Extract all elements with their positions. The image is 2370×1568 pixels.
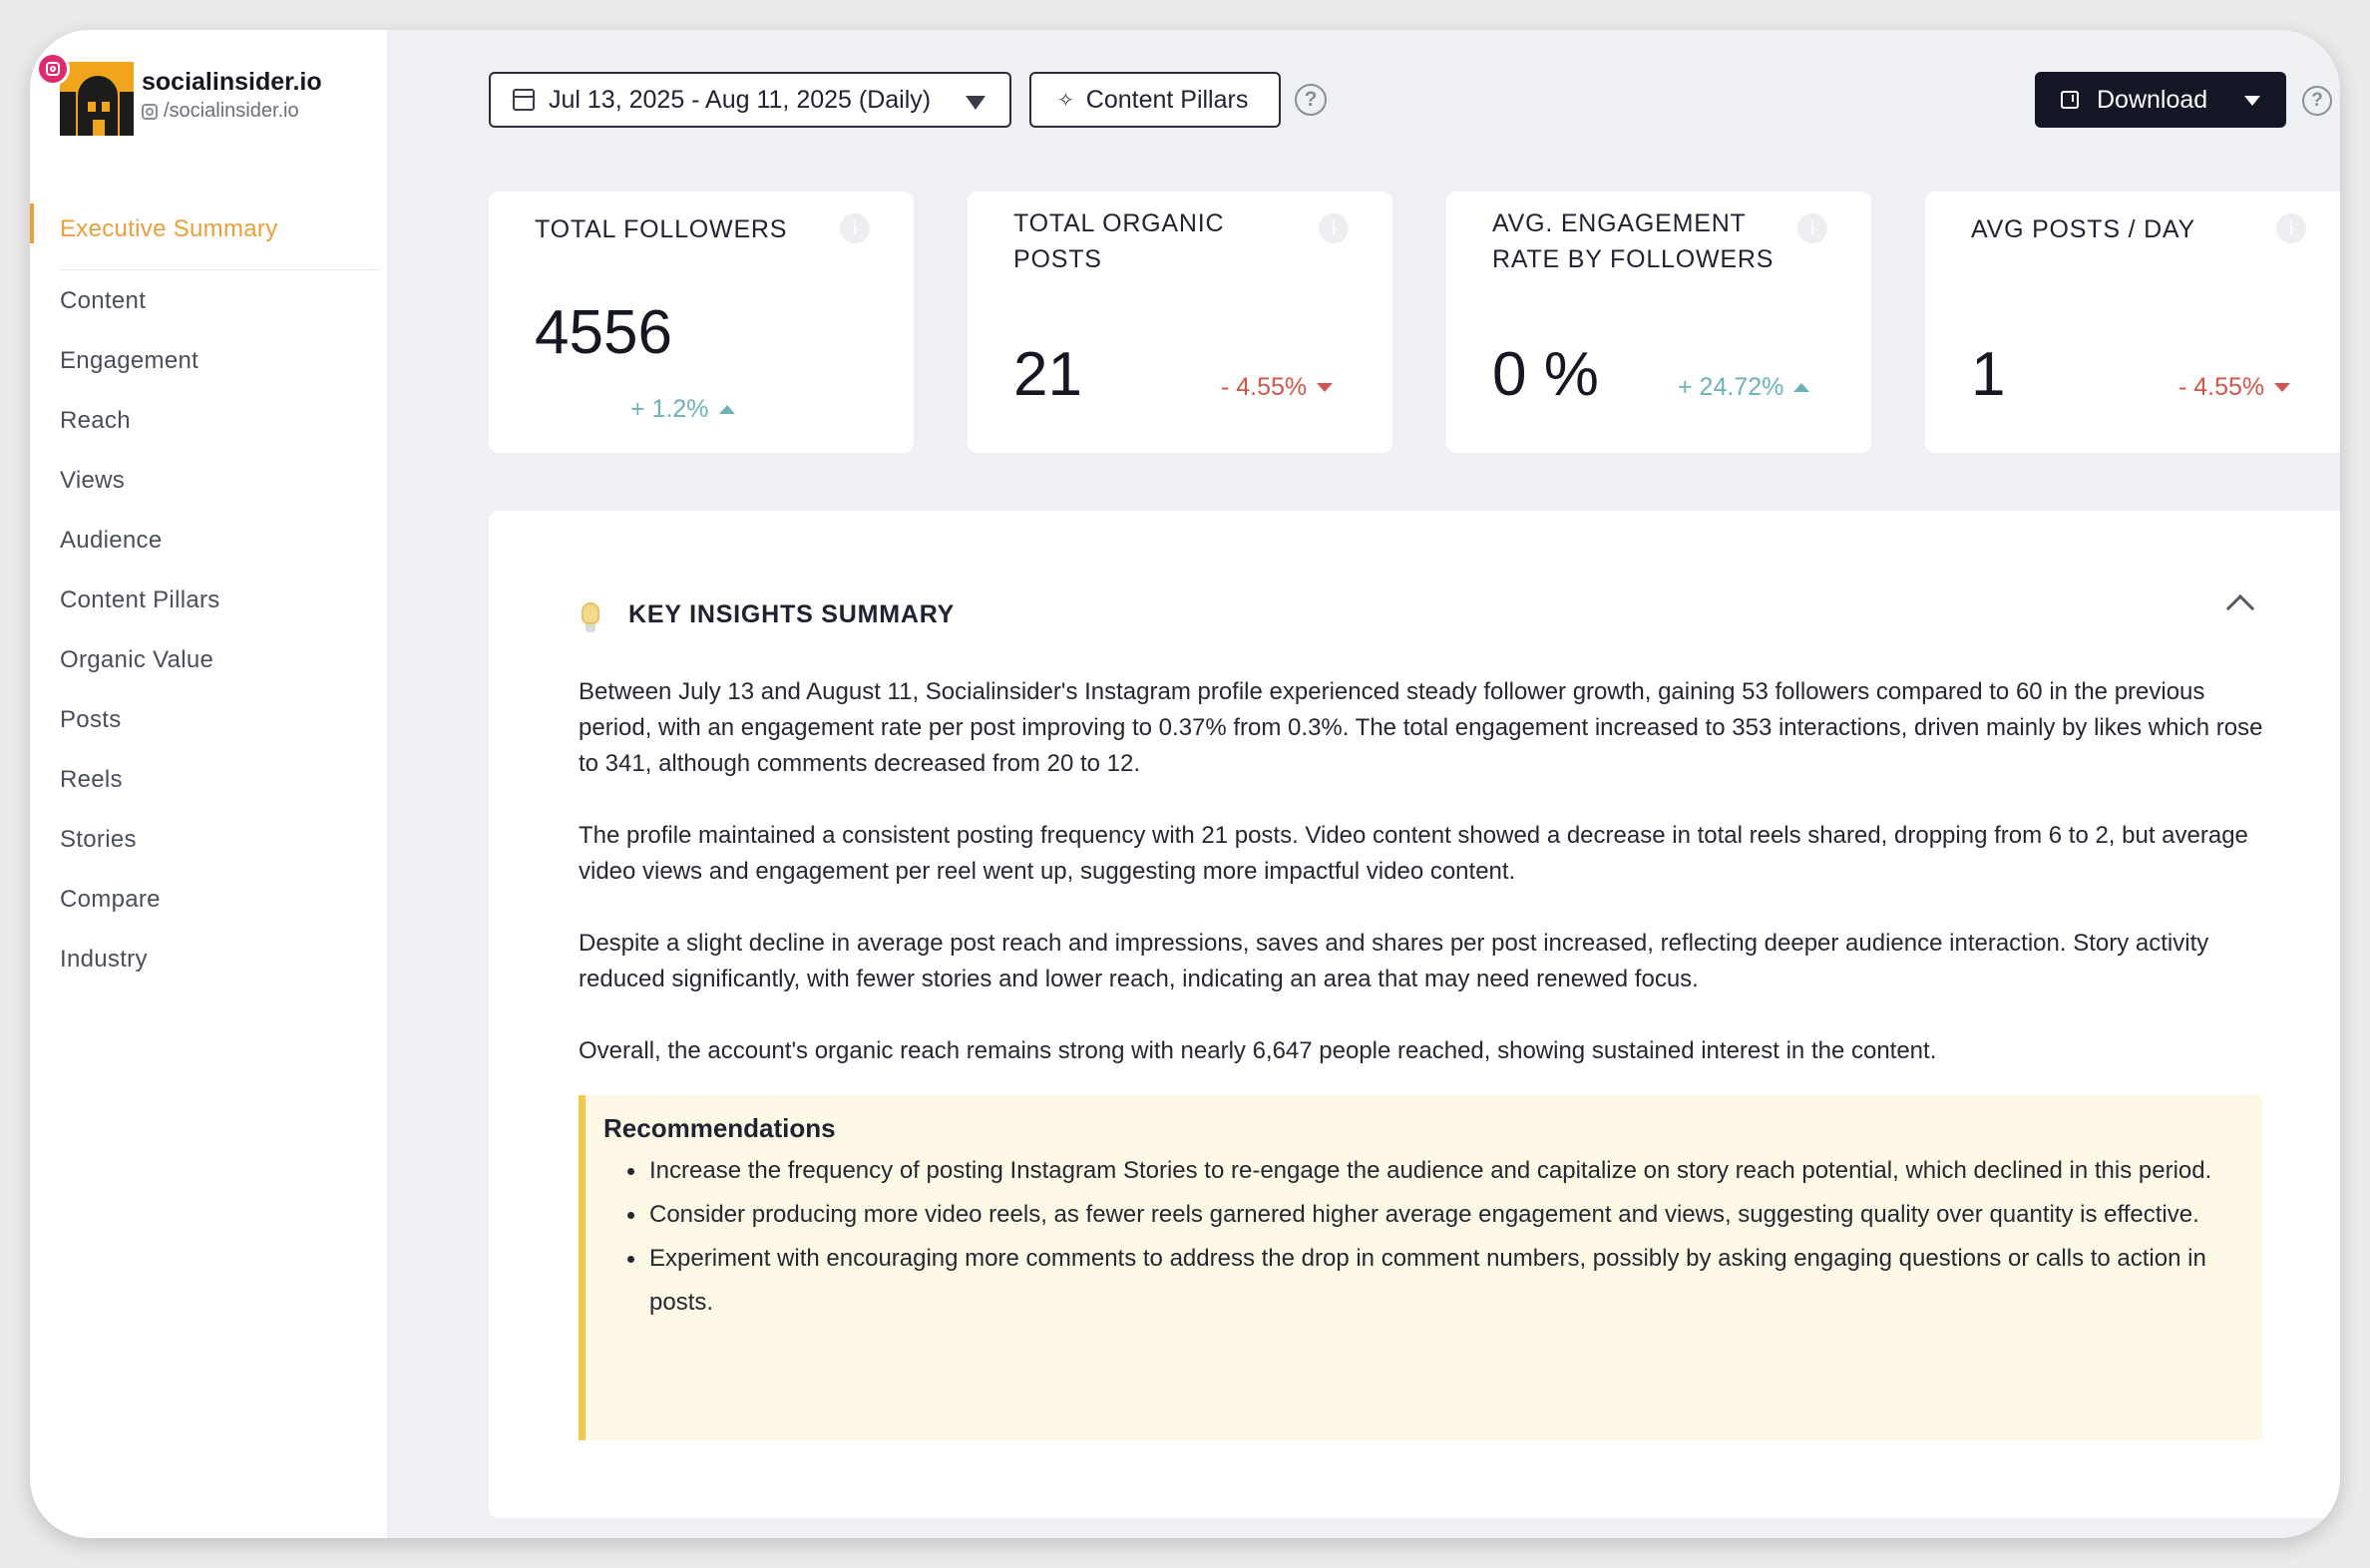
metric-card-total-organic-posts — [968, 192, 1392, 453]
card-change — [630, 395, 735, 424]
metric-card-avg-engagement-rate — [1446, 192, 1871, 453]
recommendation-item: Experiment with encouraging more comments to address the drop in comment numbers, possibly by asking engaging questions or calls to action in posts. — [627, 1237, 2243, 1325]
instagram-small-icon — [142, 104, 158, 120]
profile-handle — [142, 100, 299, 123]
nav-item-organic-value[interactable]: Organic Value — [60, 646, 214, 673]
card-title: TOTAL ORGANIC POSTS — [1013, 209, 1225, 273]
content-pillars-button[interactable] — [1029, 72, 1281, 128]
recommendations-list — [627, 1149, 2243, 1325]
metric-card-avg-posts-per-day — [1925, 192, 2340, 453]
recommendations-box — [579, 1095, 2262, 1440]
nav-item-engagement[interactable]: Engagement — [60, 347, 199, 374]
card-change — [1678, 373, 1809, 402]
chevron-down-icon — [966, 96, 986, 110]
nav-item-reels[interactable]: Reels — [60, 766, 123, 793]
download-label: Download — [2097, 85, 2208, 114]
help-icon[interactable]: ? — [1295, 84, 1327, 116]
card-value: 1 — [1971, 340, 2006, 409]
nav-item-posts[interactable]: Posts — [60, 706, 122, 733]
nav-item-industry[interactable]: Industry — [60, 946, 148, 973]
profile-name: socialinsider.io — [142, 68, 322, 96]
sidebar — [30, 30, 387, 1538]
insight-paragraph: Despite a slight decline in average post reach and impressions, saves and shares per post increased, reflecting deeper audience interaction. Story activity reduced significantly, with fewer stories and lower reach, indicating an area that may need renewed focus. — [579, 930, 2209, 992]
card-change — [2178, 373, 2290, 402]
key-insights-panel — [489, 511, 2340, 1518]
card-change-text: - 4.55% — [1221, 373, 1308, 401]
arrow-up-icon — [719, 405, 735, 414]
arrow-up-icon — [1793, 383, 1809, 392]
insights-title: KEY INSIGHTS SUMMARY — [628, 600, 956, 628]
card-change-text: + 1.2% — [630, 395, 709, 423]
download-button[interactable] — [2035, 72, 2286, 128]
chevron-up-icon[interactable] — [2226, 594, 2254, 622]
card-change-text: + 24.72% — [1678, 373, 1784, 401]
card-change-text: - 4.55% — [2178, 373, 2265, 401]
app-window — [30, 30, 2340, 1538]
recommendation-item: Consider producing more video reels, as fewer reels garnered higher average engagement and views, suggesting quality over quantity is effective. — [627, 1193, 2243, 1237]
nav-item-compare[interactable]: Compare — [60, 886, 161, 913]
info-icon[interactable]: i — [2276, 213, 2306, 243]
card-change — [1221, 373, 1333, 402]
card-value: 4556 — [535, 298, 672, 367]
recommendation-item: Increase the frequency of posting Instagram Stories to re-engage the audience and capitalize on story reach potential, which declined in this period. — [627, 1149, 2243, 1193]
sparkle-icon: ✧ — [1057, 89, 1074, 112]
nav-item-stories[interactable]: Stories — [60, 826, 137, 853]
insight-paragraph: The profile maintained a consistent posting frequency with 21 posts. Video content showed a decrease in total reels shared, dropping from 6 to 2, but average video views and engagement per reel went up, suggesting more impactful video content. — [579, 822, 2248, 885]
insight-paragraph: Overall, the account's organic reach remains strong with nearly 6,647 people reached, showing sustained interest in the content. — [579, 1037, 1937, 1064]
date-range-picker[interactable] — [489, 72, 1011, 128]
profile-handle-text: /socialinsider.io — [164, 100, 299, 122]
info-icon[interactable]: i — [840, 213, 870, 243]
arrow-down-icon — [2274, 383, 2290, 392]
arrow-down-icon — [1317, 383, 1333, 392]
card-title: AVG. ENGAGEMENT RATE BY FOLLOWERS — [1492, 209, 1775, 273]
card-title: AVG POSTS / DAY — [1971, 215, 2196, 243]
nav-item-reach[interactable]: Reach — [60, 407, 131, 434]
nav-item-executive-summary[interactable]: Executive Summary — [60, 215, 278, 242]
card-value: 21 — [1013, 340, 1082, 409]
instagram-icon — [36, 52, 70, 86]
insight-paragraph: Between July 13 and August 11, Socialinsider's Instagram profile experienced steady follower growth, gaining 53 followers compared to 60 in the previous period, with an engagement rate per post improving to 0.37% from 0.3%. The total engagement increased to 353 interactions, driven mainly by likes which rose to 341, although comments decreased from 20 to 12. — [579, 678, 2263, 777]
metric-card-total-followers — [489, 192, 914, 453]
download-dropdown-caret-icon[interactable] — [2244, 96, 2260, 106]
nav-item-views[interactable]: Views — [60, 467, 126, 494]
avatar — [60, 62, 134, 136]
card-title: TOTAL FOLLOWERS — [535, 215, 788, 243]
nav-item-audience[interactable]: Audience — [60, 527, 163, 554]
main-content — [387, 30, 2340, 1538]
nav-active-indicator — [30, 203, 34, 243]
download-icon — [2061, 91, 2079, 109]
calendar-icon — [513, 89, 535, 111]
nav-item-content[interactable]: Content — [60, 287, 147, 314]
date-range-label: Jul 13, 2025 - Aug 11, 2025 (Daily) — [549, 85, 932, 114]
lightbulb-icon — [581, 602, 600, 634]
nav-item-content-pillars[interactable]: Content Pillars — [60, 587, 220, 613]
download-help-icon[interactable]: ? — [2302, 86, 2332, 116]
info-icon[interactable]: i — [1319, 213, 1349, 243]
recommendations-title: Recommendations — [603, 1113, 836, 1143]
nav-divider — [60, 269, 379, 270]
content-pillars-label: Content Pillars — [1085, 85, 1249, 114]
info-icon[interactable]: i — [1797, 213, 1827, 243]
card-value: 0 % — [1492, 340, 1599, 409]
